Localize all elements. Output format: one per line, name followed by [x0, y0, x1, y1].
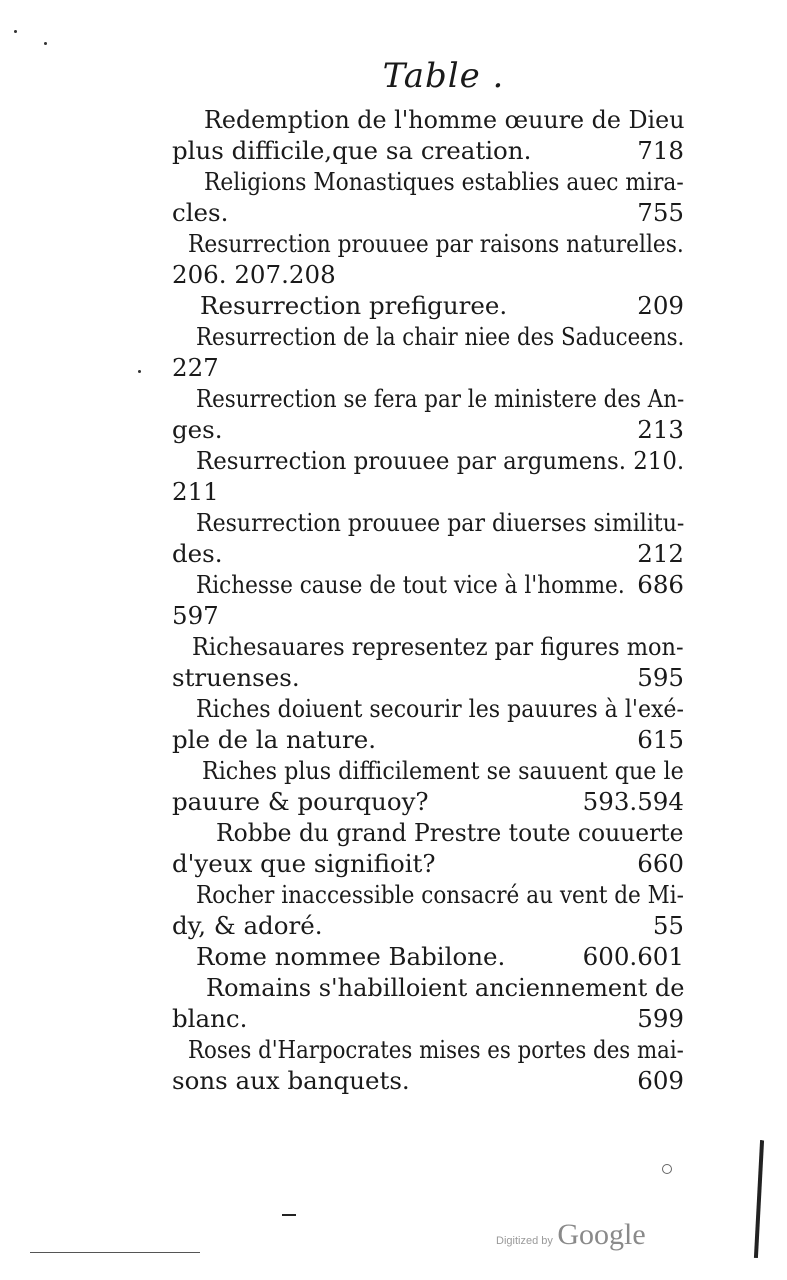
index-entry-line [172, 848, 690, 879]
index-entry-line [172, 383, 690, 414]
entry-text: 227 [172, 353, 219, 382]
index-entry-line [172, 755, 690, 786]
index-entry-line [172, 166, 690, 197]
entry-page-number: 599 [637, 1004, 684, 1033]
entry-page-number: 212 [637, 539, 684, 568]
entry-text: pauure & pourquoy? [172, 787, 429, 816]
entry-page-number: 593.594 [582, 787, 684, 816]
index-entry-line [172, 538, 690, 569]
entry-page-number: 660 [637, 849, 684, 878]
entry-text: Richesauares representez par figures mon- [192, 632, 684, 661]
entry-page-number: 209 [637, 291, 684, 320]
index-entry-line [172, 724, 690, 755]
entry-text: ges. [172, 415, 223, 444]
index-entry-line [172, 228, 690, 259]
entry-text: struenses. [172, 663, 300, 692]
entry-text: plus difficile,que sa creation. [172, 136, 532, 165]
entry-text: sons aux banquets. [172, 1066, 410, 1095]
scan-speck [138, 370, 141, 373]
index-entry-line [172, 414, 690, 445]
scan-speck [662, 1164, 672, 1174]
entry-text: Riches doiuent secourir les pauures à l'exé- [196, 694, 684, 723]
entry-text: Resurrection de la chair niee des Saduceens. [196, 322, 685, 351]
index-entry-line [172, 197, 690, 228]
entry-text: Roses d'Harpocrates mises es portes des mai- [188, 1035, 684, 1064]
entry-text: cles. [172, 198, 229, 227]
index-entry-line [172, 135, 690, 166]
index-entry-line [172, 600, 690, 631]
index-entry-line [172, 352, 690, 383]
scan-speck [14, 30, 17, 33]
entry-text: ple de la nature. [172, 725, 377, 754]
index-entry-line [172, 786, 690, 817]
digitized-watermark [496, 1218, 646, 1252]
entry-text: dy, & adoré. [172, 911, 323, 940]
entry-page-number: 718 [637, 136, 684, 165]
entry-text: Richesse cause de tout vice à l'homme. [196, 570, 625, 599]
index-entry-line [172, 259, 690, 290]
index-entry-line [172, 569, 690, 600]
entry-text: Resurrection prouuee par raisons naturelles. [188, 229, 684, 258]
entry-page-number: 55 [652, 911, 684, 940]
entry-text: Robbe du grand Prestre toute couuerte [216, 818, 684, 847]
entry-page-number: 686 [637, 570, 684, 599]
entry-page-number: 755 [637, 198, 684, 227]
watermark-prefix: Digitized by [496, 1235, 553, 1247]
index-entry-line [172, 1003, 690, 1034]
index-entry-line [172, 321, 690, 352]
watermark-brand: Google [557, 1218, 646, 1251]
entry-text: d'yeux que signifioit? [172, 849, 436, 878]
entry-page-number: 213 [637, 415, 684, 444]
index-entries [172, 104, 690, 1096]
entry-page-number: 609 [637, 1066, 684, 1095]
entry-text: Romains s'habilloient anciennement de [206, 973, 685, 1002]
index-entry-line [172, 817, 690, 848]
index-entry-line [172, 1034, 690, 1065]
scan-edge-mark [754, 1140, 764, 1258]
index-entry-line [172, 1065, 690, 1096]
entry-text: Resurrection prouuee par argumens. 210. [196, 446, 685, 475]
entry-text: des. [172, 539, 223, 568]
index-entry-line [172, 631, 690, 662]
entry-page-number: 600.601 [582, 942, 684, 971]
entry-page-number: 595 [637, 663, 684, 692]
index-entry-line [172, 290, 690, 321]
entry-text: Religions Monastiques establies auec mira- [204, 167, 684, 196]
entry-page-number: 615 [637, 725, 684, 754]
entry-text: Resurrection se fera par le ministere des An- [196, 384, 685, 413]
index-entry-line [172, 693, 690, 724]
entry-text: blanc. [172, 1004, 248, 1033]
index-entry-line [172, 507, 690, 538]
scan-dash [282, 1214, 296, 1216]
index-entry-line [172, 972, 690, 1003]
entry-text: Resurrection prefiguree. [200, 291, 508, 320]
entry-text: Riches plus difficilement se sauuent que le [202, 756, 684, 785]
page-header [0, 56, 787, 96]
index-entry-line [172, 941, 690, 972]
index-entry-line [172, 476, 690, 507]
entry-text: Rocher inaccessible consacré au vent de Mi- [196, 880, 684, 909]
entry-text: 597 [172, 601, 219, 630]
scan-bottom-rule [30, 1252, 200, 1253]
entry-text: Redemption de l'homme œuure de Dieu [204, 105, 685, 134]
running-title: Table . [382, 56, 505, 96]
index-entry-line [172, 104, 690, 135]
index-entry-line [172, 879, 690, 910]
index-entry-line [172, 910, 690, 941]
index-entry-line [172, 445, 690, 476]
entry-text: 206. 207.208 [172, 260, 336, 289]
entry-text: 211 [172, 477, 219, 506]
entry-text: Rome nommee Babilone. [196, 942, 506, 971]
index-entry-line [172, 662, 690, 693]
entry-text: Resurrection prouuee par diuerses similitu- [196, 508, 685, 537]
scan-speck [44, 42, 47, 45]
